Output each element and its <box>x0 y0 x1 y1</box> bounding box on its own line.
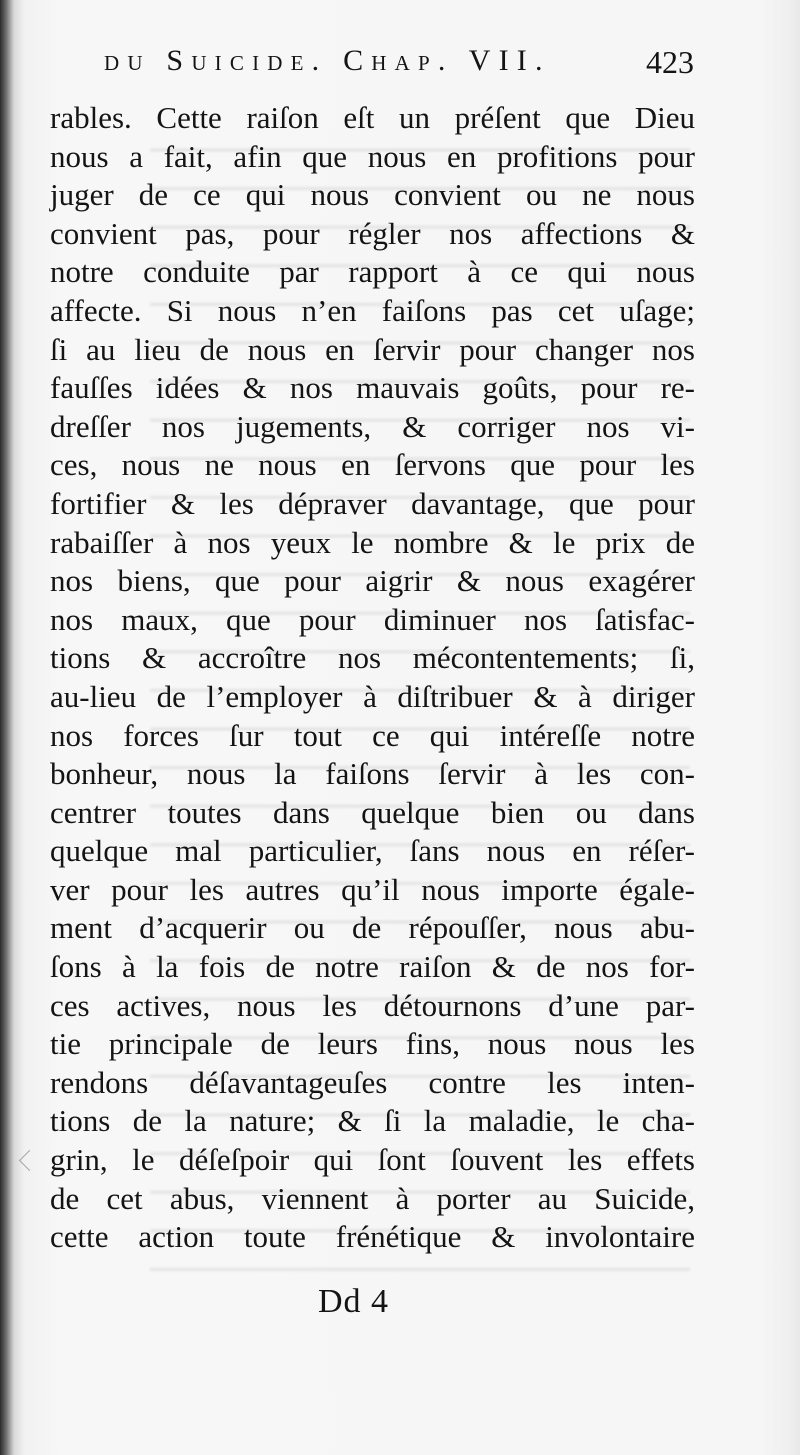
text-line: ces actives, nous les détournons d’une par- <box>50 987 695 1023</box>
text-line: fauſſes idées & nos mauvais goûts, pour re- <box>50 370 695 406</box>
text-line: ſi au lieu de nous en ſervir pour changer nos <box>50 331 695 367</box>
text-line: ver pour les autres qu’il nous importe égale- <box>50 871 695 907</box>
text-line: quelque mal particulier, ſans nous en réſer- <box>50 833 695 869</box>
text-line: convient pas, pour régler nos affections & <box>50 215 695 251</box>
text-line: bonheur, nous la faiſons ſervir à les con- <box>50 756 695 792</box>
text-line: tie principale de leurs fins, nous nous les <box>50 1026 695 1062</box>
text-line: ſons à la fois de notre raiſon & de nos for- <box>50 949 695 985</box>
text-line: nos biens, que pour aigrir & nous exagérer <box>50 563 695 599</box>
text-line: rabaiſſer à nos yeux le nombre & le prix de <box>50 524 695 560</box>
text-line: tions de la nature; & ſi la maladie, le cha- <box>50 1103 695 1139</box>
text-line: dreſſer nos jugements, & corriger nos vi- <box>50 408 695 444</box>
running-head <box>104 40 694 90</box>
text-line: de cet abus, viennent à porter au Suicide, <box>50 1180 695 1216</box>
signature-mark: Dd 4 <box>318 1283 390 1320</box>
text-line: nos maux, que pour diminuer nos ſatisfac- <box>50 601 695 637</box>
text-line: nos forces ſur tout ce qui intéreſſe notre <box>50 717 695 753</box>
text-line: affecte. Si nous n’en faiſons pas cet uſage; <box>50 292 695 328</box>
body-text <box>50 99 695 1257</box>
text-line: ces, nous ne nous en ſervons que pour les <box>50 447 695 483</box>
text-line: grin, le déſeſpoir qui ſont ſouvent les effets <box>50 1142 695 1178</box>
text-line: centrer toutes dans quelque bien ou dans <box>50 794 695 830</box>
text-line: rables. Cette raiſon eſt un préſent que Dieu <box>50 100 695 135</box>
text-line: tions & accroître nos mécontentements; ſi, <box>50 640 695 676</box>
text-line: notre conduite par rapport à ce qui nous <box>50 254 695 290</box>
text-line: juger de ce qui nous convient ou ne nous <box>50 177 695 213</box>
text-line: rendons déſavantageuſes contre les inten- <box>50 1064 695 1100</box>
text-line: cette action toute frénétique & involontaire <box>50 1219 695 1255</box>
running-head-title: du Suicide. Chap. VII. <box>104 44 551 77</box>
text-line: ment d’acquerir ou de répouſſer, nous abu- <box>50 910 695 946</box>
text-line: fortifier & les dépraver davantage, que pour <box>50 485 695 521</box>
text-line: nous a fait, afin que nous en profitions pour <box>50 138 695 174</box>
page-number: 423 <box>646 44 694 80</box>
text-line: au-lieu de l’employer à diſtribuer & à diriger <box>50 678 695 714</box>
